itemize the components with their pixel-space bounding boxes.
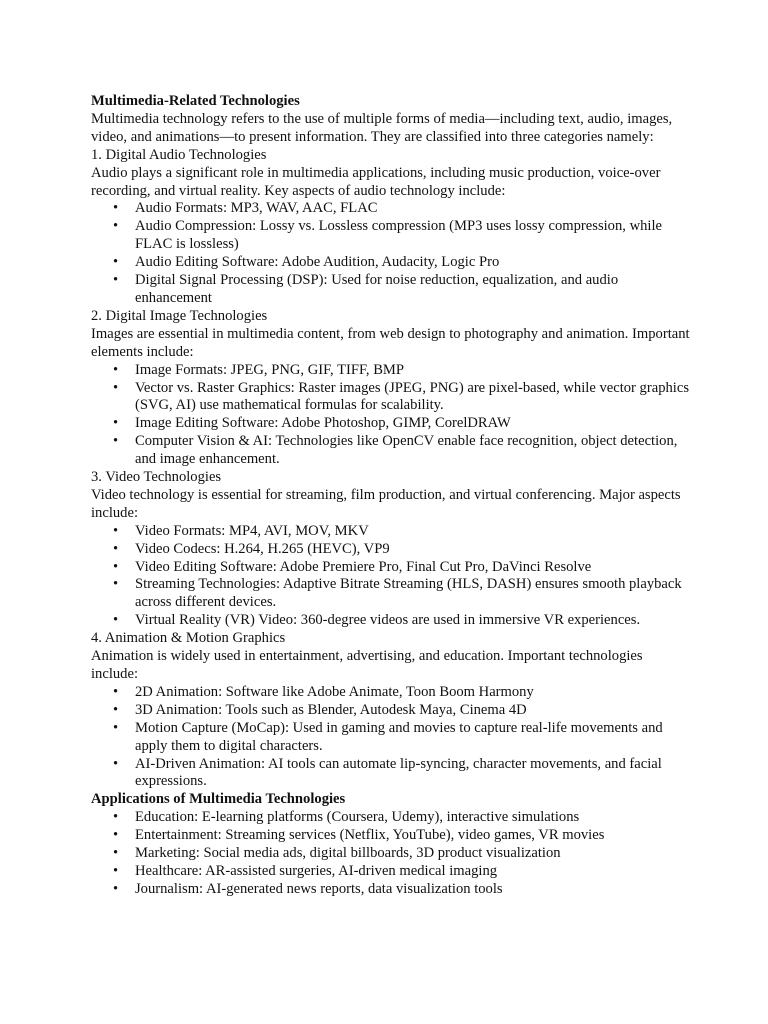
section-video [91,469,691,630]
section-intro: Video technology is essential for streaming, film production, and virtual conferencing. Major aspects include: [91,486,681,521]
list-item: • Vector vs. Raster Graphics: Raster images (JPEG, PNG) are pixel-based, while vector graphics (SVG, AI) use mathematical formulas for scalability. [135,380,691,416]
list-item: • Virtual Reality (VR) Video: 360-degree videos are used in immersive VR experiences. [135,612,691,630]
section-heading: 2. Digital Image Technologies [91,307,268,324]
list-item: • 2D Animation: Software like Adobe Animate, Toon Boom Harmony [135,684,691,702]
list-item: • Education: E-learning platforms (Coursera, Udemy), interactive simulations [135,809,691,827]
applications-heading: Applications of Multimedia Technologies [91,791,346,808]
list-item: • Digital Signal Processing (DSP): Used for noise reduction, equalization, and audio enhancement [135,272,691,308]
list-item: • Journalism: AI-generated news reports, data visualization tools [135,881,691,899]
section-heading: 1. Digital Audio Technologies [91,146,267,163]
section-heading: 3. Video Technologies [91,469,222,486]
section-heading: 4. Animation & Motion Graphics [91,630,286,647]
list-item: • Audio Compression: Lossy vs. Lossless compression (MP3 uses lossy compression, while FLAC is lossless) [135,218,691,254]
bullet-list [91,362,691,469]
list-item: • Image Formats: JPEG, PNG, GIF, TIFF, BMP [135,362,691,380]
document-title: Multimedia-Related Technologies [91,93,300,109]
list-item: • AI-Driven Animation: AI tools can automate lip-syncing, character movements, and facial expressions. [135,756,691,792]
document-page [91,93,691,899]
section-image [91,308,691,469]
bullet-list [91,200,691,307]
list-item: • Streaming Technologies: Adaptive Bitrate Streaming (HLS, DASH) ensures smooth playback across different devices. [135,576,691,612]
section-audio [91,147,691,308]
list-item: • Image Editing Software: Adobe Photoshop, GIMP, CorelDRAW [135,415,691,433]
section-intro: Audio plays a significant role in multimedia applications, including music production, voice-over recording, and virtual reality. Key aspects of audio technology include: [91,164,661,199]
section-animation [91,630,691,791]
section-intro: Animation is widely used in entertainment, advertising, and education. Important technologies include: [91,648,643,682]
list-item: • Video Codecs: H.264, H.265 (HEVC), VP9 [135,541,691,559]
list-item: • Computer Vision & AI: Technologies like OpenCV enable face recognition, object detection, and image enhancement. [135,433,691,469]
intro-paragraph: Multimedia technology refers to the use of multiple forms of media—including text, audio, images, video, and animations—to present information. They are classified into three categories namely: [91,110,673,145]
list-item: • Audio Editing Software: Adobe Audition, Audacity, Logic Pro [135,254,691,272]
list-item: • Audio Formats: MP3, WAV, AAC, FLAC [135,200,691,218]
bullet-list [91,523,691,630]
section-applications [91,791,691,898]
list-item: • Healthcare: AR-assisted surgeries, AI-driven medical imaging [135,863,691,881]
list-item: • Video Formats: MP4, AVI, MOV, MKV [135,523,691,541]
bullet-list [91,684,691,791]
list-item: • Marketing: Social media ads, digital billboards, 3D product visualization [135,845,691,863]
list-item: • Video Editing Software: Adobe Premiere Pro, Final Cut Pro, DaVinci Resolve [135,559,691,577]
bullet-list [91,809,691,899]
list-item: • Entertainment: Streaming services (Netflix, YouTube), video games, VR movies [135,827,691,845]
list-item: • 3D Animation: Tools such as Blender, Autodesk Maya, Cinema 4D [135,702,691,720]
section-intro: Images are essential in multimedia content, from web design to photography and animation. Important elements include: [91,325,690,360]
list-item: • Motion Capture (MoCap): Used in gaming and movies to capture real-life movements and apply them to digital characters. [135,720,691,756]
